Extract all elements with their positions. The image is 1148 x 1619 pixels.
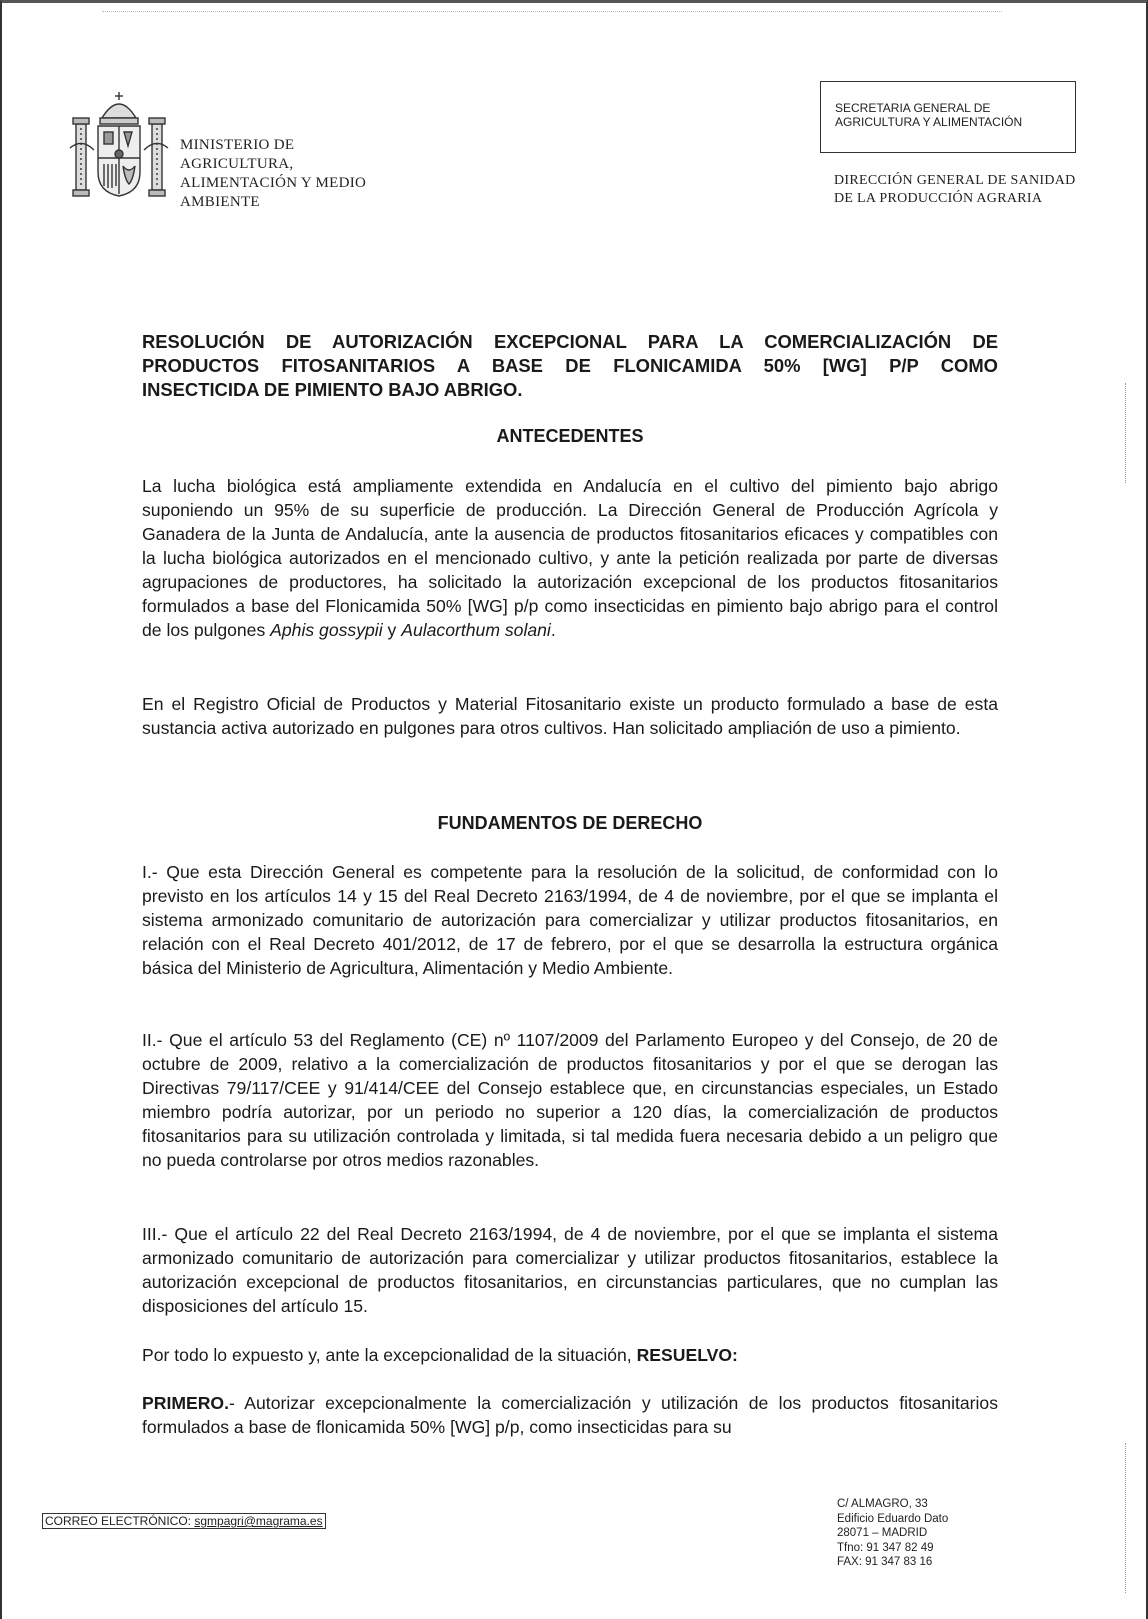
fundamento-3: III.- Que el artículo 22 del Real Decreto 2163/1994, de 4 de noviembre, por el que se implanta el sistema armonizado comunitario de autorización para comercializar y utilizar productos fitosanitarios, establece la autorización excepcional de productos fitosanitarios, en circunstancias particulares, que no cumplan las disposiciones del artículo 15. [142,1224,998,1316]
document-title [142,330,998,402]
resuelvo-label: RESUELVO: [636,1345,738,1365]
resuelvo-text: Por todo lo expuesto y, ante la excepcionalidad de la situación, [142,1345,632,1365]
secretaria-line: SECRETARIA GENERAL DE [835,101,991,115]
antecedentes-heading: ANTECEDENTES [496,426,644,446]
ministry-line: AGRICULTURA, [180,156,294,172]
primero-text: - Autorizar excepcionalmente la comercialización y utilización de los productos fitosanitarios formulados a base de flonicamida 50% [WG] p/p, como insecticidas para su [142,1393,998,1437]
direccion-general [834,172,1076,208]
address-line: 28071 – MADRID [837,1527,928,1539]
title-line: INSECTICIDA DE PIMIENTO BAJO ABRIGO. [142,379,523,400]
ministry-line: MINISTERIO DE [180,137,295,153]
direccion-line: DIRECCIÓN GENERAL DE SANIDAD [834,173,1076,188]
footer-address [837,1497,948,1570]
scan-margin-marks [1125,383,1128,483]
address-line: Tfno: 91 347 82 49 [837,1541,934,1554]
ministry-line: AMBIENTE [180,194,260,210]
title-line: PRODUCTOS FITOSANITARIOS A BASE DE FLONICAMIDA 50% [WG] P/P COMO [142,355,998,376]
direccion-line: DE LA PRODUCCIÓN AGRARIA [834,191,1043,206]
connector-text: y [387,620,397,640]
address-line: C/ ALMAGRO, 33 [837,1498,928,1510]
antecedentes-paragraph-1 [142,474,998,642]
fundamentos-heading: FUNDAMENTOS DE DERECHO [437,813,703,833]
antecedentes-paragraph-2: En el Registro Oficial de Productos y Material Fitosanitario existe un producto formulado a base de esta sustancia activa autorizado en pulgones para otros cultivos. Han solicitado ampliación de uso a pimiento. [142,694,998,738]
secretaria-box [820,81,1076,153]
scan-artifact [102,11,1002,18]
ministry-line: ALIMENTACIÓN Y MEDIO [180,175,367,191]
primero-paragraph [142,1391,998,1439]
scan-margin-marks-lower [1125,1443,1128,1593]
species-name: Aphis gossypii [270,620,383,640]
secretaria-line: AGRICULTURA Y ALIMENTACIÓN [835,115,1023,129]
address-line: Edificio Eduardo Dato [837,1512,949,1525]
address-line: FAX: 91 347 83 16 [837,1556,933,1568]
primero-label: PRIMERO. [142,1393,229,1413]
title-line: RESOLUCIÓN DE AUTORIZACIÓN EXCEPCIONAL PARA LA COMERCIALIZACIÓN DE [142,331,998,352]
species-name: Aulacorthum solani [401,620,551,640]
resuelvo-paragraph [142,1343,998,1367]
ministry-name [180,136,366,212]
period-text: . [550,620,556,640]
footer-email [42,1513,326,1529]
fundamento-2: II.- Que el artículo 53 del Reglamento (CE) nº 1107/2009 del Parlamento Europeo y del Consejo, de 20 de octubre de 2009, relativo a la comercialización de productos fitosanitarios y por el que se derogan las Directivas 79/117/CEE y 91/414/CEE del Consejo establece que, en circunstancias especiales, un Estado miembro podría autorizar, por un periodo no superior a 120 días, la comercialización de productos fitosanitarios para su utilización controlada y limitada, si tal medida fuera necesaria debido a un peligro que no pueda controlarse por otros medios razonables. [142,1030,998,1170]
paragraph-text: La lucha biológica está ampliamente extendida en Andalucía en el cultivo del pimiento bajo abrigo suponiendo un 95% de su superficie de producción. La Dirección General de Producción Agrícola y Ganadera de la Junta de Andalucía, ante la ausencia de productos fitosanitarios eficaces y compatibles con la lucha biológica autorizados en el mencionado cultivo, y ante la petición realizada por parte de diversas agrupaciones de productores, ha solicitado la autorización excepcional de los productos fitosanitarios formulados a base del Flonicamida 50% [WG] p/p como insecticidas en pimiento bajo abrigo para el control de los pulgones [142,476,998,640]
email-label: CORREO ELECTRÓNICO: [45,1514,192,1528]
fundamento-1: I.- Que esta Dirección General es competente para la resolución de la solicitud, de conformidad con lo previsto en los artículos 14 y 15 del Real Decreto 2163/1994, de 4 de noviembre, por el que se implanta el sistema armonizado comunitario de autorización para comercializar y utilizar productos fitosanitarios, en relación con el Real Decreto 401/2012, de 17 de febrero, por el que se desarrolla la estructura orgánica básica del Ministerio de Agricultura, Alimentación y Medio Ambiente. [142,862,998,978]
coat-of-arms-icon [68,88,170,206]
email-link[interactable]: sgmpagri@magrama.es [194,1514,323,1528]
